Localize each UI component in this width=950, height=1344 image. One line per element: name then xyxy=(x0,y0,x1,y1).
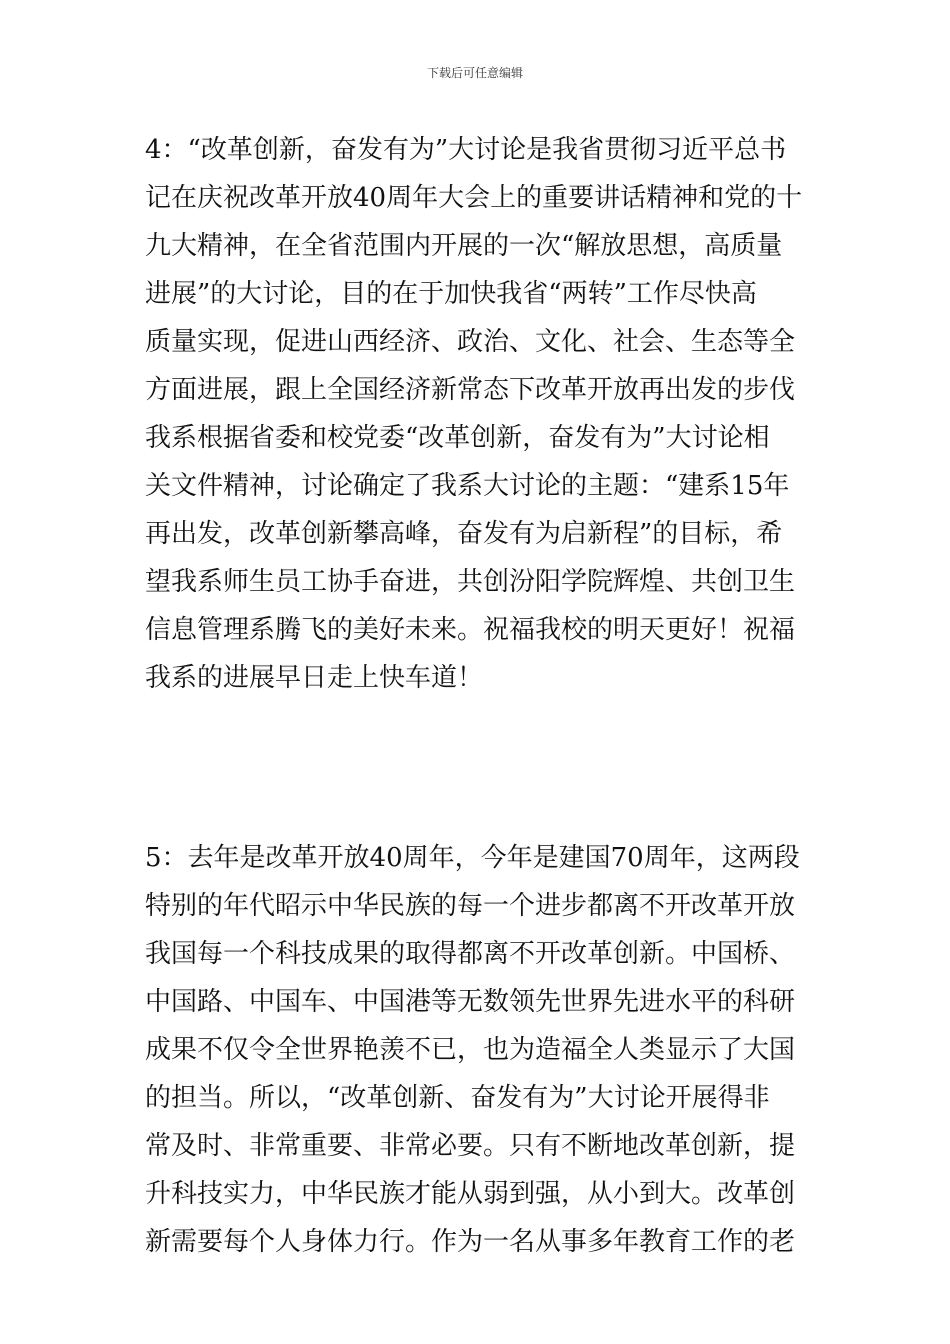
paragraph-line: 我国每一个科技成果的取得都离不开改革创新。中国桥、 xyxy=(145,939,796,969)
paragraph-line: 信息管理系腾飞的美好未来。祝福我校的明天更好！祝福 xyxy=(145,615,796,645)
paragraph-line: 再出发，改革创新攀高峰，奋发有为启新程”的目标，希 xyxy=(145,519,783,549)
paragraph-line: 升科技实力，中华民族才能从弱到强，从小到大。改革创 xyxy=(145,1179,796,1209)
paragraph-line: 的担当。所以，“改革创新、奋发有为”大讨论开展得非 xyxy=(145,1083,770,1113)
paragraph-line: 新需要每个人身体力行。作为一名从事多年教育工作的老 xyxy=(145,1227,796,1257)
paragraph-line: 4：“改革创新，奋发有为”大讨论是我省贯彻习近平总书 xyxy=(145,135,787,165)
paragraph-line: 我系根据省委和校党委“改革创新，奋发有为”大讨论相 xyxy=(145,423,770,453)
paragraph-5 xyxy=(145,834,825,1266)
paragraph-line: 望我系师生员工协手奋进，共创汾阳学院辉煌、共创卫生 xyxy=(145,567,796,597)
paragraph-line: 方面进展，跟上全国经济新常态下改革开放再出发的步伐 xyxy=(145,375,796,405)
paragraph-line: 5：去年是改革开放40周年，今年是建国70周年，这两段 xyxy=(145,843,800,873)
paragraph-line: 质量实现，促进山西经济、政治、文化、社会、生态等全 xyxy=(145,327,796,357)
paragraph-line: 中国路、中国车、中国港等无数领先世界先进水平的科研 xyxy=(145,987,796,1017)
paragraph-line: 九大精神，在全省范围内开展的一次“解放思想，高质量 xyxy=(145,231,783,261)
paragraph-line: 记在庆祝改革开放40周年大会上的重要讲话精神和党的十 xyxy=(145,183,803,213)
paragraph-line: 常及时、非常重要、非常必要。只有不断地改革创新，提 xyxy=(145,1131,796,1161)
paragraph-line: 特别的年代昭示中华民族的每一个进步都离不开改革开放 xyxy=(145,891,796,921)
header-note: 下载后可任意编辑 xyxy=(426,66,523,80)
paragraph-line: 成果不仅令全世界艳羡不已，也为造福全人类显示了大国 xyxy=(145,1035,796,1065)
paragraph-line: 进展”的大讨论，目的在于加快我省“两转”工作尽快高 xyxy=(145,279,757,309)
paragraph-line: 我系的进展早日走上快车道！ xyxy=(145,663,484,693)
paragraph-4 xyxy=(145,126,825,702)
paragraph-line: 关文件精神，讨论确定了我系大讨论的主题：“建系15年 xyxy=(145,471,790,501)
